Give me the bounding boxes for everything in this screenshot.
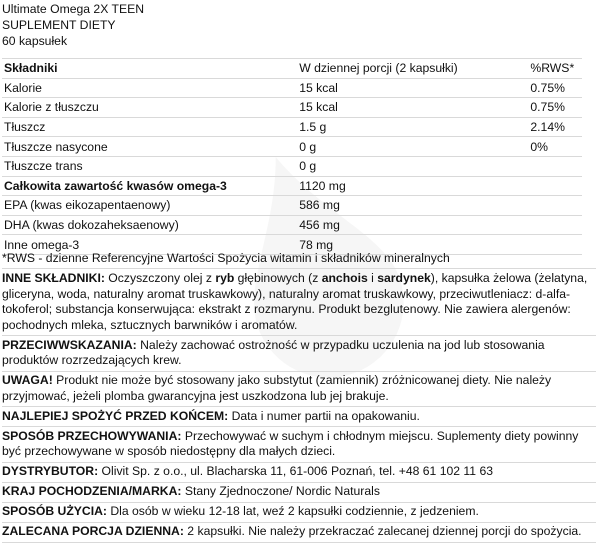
section-label: ZALECANA PORCJA DZIENNA:: [2, 524, 184, 539]
label-body: [2, 251, 596, 544]
contraindications-section: [2, 338, 596, 372]
section-text: Data i numer partii na opakowaniu.: [228, 408, 420, 423]
row-name: Kalorie: [2, 78, 297, 98]
origin-section: [2, 484, 596, 502]
section-label: KRAJ POCHODZENIA/MARKA:: [2, 484, 182, 499]
row-name: Całkowita zawartość kwasów omega-3: [2, 176, 297, 196]
table-row: [2, 137, 582, 157]
row-name: EPA (kwas eikozapentaenowy): [2, 196, 297, 216]
allergen-fish: ryb: [215, 270, 235, 285]
section-text: Produkt nie może być stosowany jako substytut (zamiennik) zróżnicowanej diety. Nie należy przyjmować, jeżeli plomba gwarancyjna jest uszkodzona lub jej brakuje.: [2, 373, 552, 403]
storage-section: [2, 429, 596, 463]
row-name: Inne omega-3: [2, 235, 297, 255]
header-daily-portion: W dziennej porcji (2 kapsułki): [297, 59, 528, 79]
capsule-count: 60 kapsułek: [2, 34, 68, 48]
row-rws: [528, 215, 582, 235]
row-name: DHA (kwas dokozaheksaenowy): [2, 215, 297, 235]
row-amount: 1.5 g: [297, 117, 528, 137]
table-row: [2, 98, 582, 118]
row-rws: [528, 156, 582, 176]
row-name: Tłuszcze trans: [2, 156, 297, 176]
row-rws: 0.75%: [528, 98, 582, 118]
table-row: [2, 78, 582, 98]
table-row: [2, 196, 582, 216]
row-amount: 586 mg: [297, 196, 528, 216]
row-amount: 456 mg: [297, 215, 528, 235]
section-text: Olivit Sp. z o.o., ul. Blacharska 11, 61-006 Poznań, tel. +48 61 102 11 63: [98, 464, 494, 479]
section-text: Należy zachować ostrożność w przypadku uczulenia na jod lub stosowania produktów rozrzedzających krew.: [2, 337, 545, 368]
row-rws: 2.14%: [528, 117, 582, 137]
table-row: [2, 117, 582, 137]
section-text: Stany Zjednoczone/ Nordic Naturals: [181, 484, 380, 499]
row-rws: 0.75%: [528, 78, 582, 98]
section-text: Dla osób w wieku 12-18 lat, weź 2 kapsułki codziennie, z jedzeniem.: [106, 504, 479, 519]
header-ingredients: Składniki: [2, 59, 297, 79]
table-row: [2, 176, 582, 196]
allergen-sardine: sardynek: [377, 270, 431, 285]
row-amount: 15 kcal: [297, 78, 528, 98]
section-label: SPOSÓB PRZECHOWYWANIA:: [2, 428, 182, 443]
header-rws: %RWS*: [528, 59, 582, 79]
section-label: NAJLEPIEJ SPOŻYĆ PRZED KOŃCEM:: [2, 408, 229, 423]
section-label: SPOSÓB UŻYCIA:: [2, 504, 107, 519]
rws-footnote: *RWS - dzienne Referencyjne Wartości Spożycia witamin i składników mineralnych: [2, 251, 596, 269]
row-amount: 1120 mg: [297, 176, 528, 196]
distributor-section: [2, 464, 596, 482]
table-row: [2, 156, 582, 176]
row-rws: [528, 196, 582, 216]
row-name: Tłuszcz: [2, 117, 297, 137]
section-label: DYSTRYBUTOR:: [2, 464, 99, 479]
row-amount: 78 mg: [297, 235, 528, 255]
section-label: UWAGA!: [2, 373, 53, 388]
best-before-section: [2, 409, 596, 427]
section-label: INNE SKŁADNIKI:: [2, 270, 105, 285]
warning-section: [2, 373, 596, 407]
nutrition-table: [2, 58, 582, 255]
ingredients-section: INNE SKŁADNIKI: Oczyszczony olej z ryb głębinowych (z anchois i sardynek), kapsułka żelowa (żelatyna, gliceryna, woda, naturalny aromat truskawkowy), naturalny aromat truskawkowy, przeciwutleniacz: d-alfa-tokoferol; substancja konserwująca: ekstrakt z rozmarynu. Produkt bezglutenowy. Nie zawiera alergenów: pochodnych mleka, sztucznych barwników i aromatów.: [2, 271, 596, 336]
product-category: SUPLEMENT DIETY: [2, 18, 116, 32]
row-name: Tłuszcze nasycone: [2, 137, 297, 157]
row-amount: 15 kcal: [297, 98, 528, 118]
row-rws: [528, 176, 582, 196]
row-amount: 0 g: [297, 156, 528, 176]
row-amount: 0 g: [297, 137, 528, 157]
table-header-row: [2, 59, 582, 79]
section-text: 2 kapsułki. Nie należy przekraczać zalecanej dziennej porcji do spożycia.: [183, 524, 582, 539]
product-name: Ultimate Omega 2X TEEN: [2, 2, 145, 16]
row-rws: 0%: [528, 137, 582, 157]
section-text: Przechowywać w suchym i chłodnym miejscu. Suplementy diety powinny być przechowywane w sposób niedostępny dla małych dzieci.: [2, 428, 579, 459]
product-header: [2, 1, 144, 49]
section-label: PRZECIWWSKAZANIA:: [2, 337, 137, 352]
daily-dose-section: [2, 524, 596, 542]
table-row: [2, 215, 582, 235]
allergen-anchovy: anchois: [321, 270, 368, 285]
usage-section: [2, 504, 596, 522]
row-name: Kalorie z tłuszczu: [2, 98, 297, 118]
